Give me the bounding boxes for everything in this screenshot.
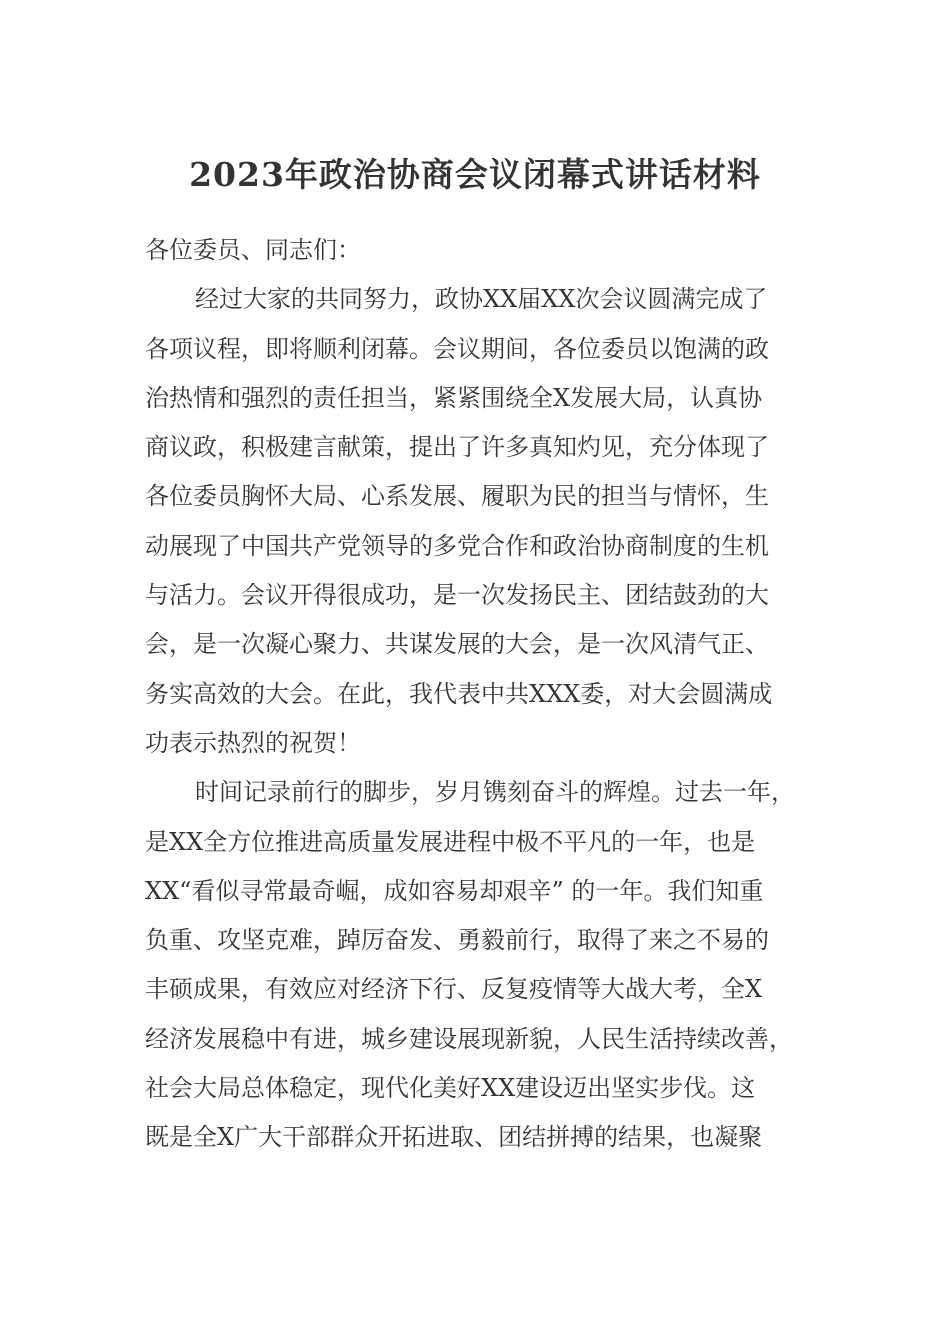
text-line: 各位委员胸怀大局、心系发展、履职为民的担当与情怀，生 (145, 482, 769, 511)
text-line: 商议政，积极建言献策，提出了许多真知灼见，充分体现了 (145, 433, 769, 462)
document-title: 2023年政治协商会议闭幕式讲话材料 (189, 155, 761, 194)
text-line: 丰硕成果，有效应对经济下行、反复疫情等大战大考，全X (145, 975, 763, 1004)
text-line: 治热情和强烈的责任担当，紧紧围绕全X发展大局，认真协 (145, 383, 763, 412)
text-line: 是XX全方位推进高质量发展进程中极不平凡的一年，也是 (145, 827, 756, 856)
text-line: 会，是一次凝心聚力、共谋发展的大会，是一次风清气正、 (145, 630, 769, 659)
text-line: XX“看似寻常最奇崛，成如容易却艰辛” 的一年。我们知重 (145, 876, 764, 905)
text-line: 负重、攻坚克难，踔厉奋发、勇毅前行，取得了来之不易的 (145, 926, 769, 955)
text-line: 各项议程，即将顺利闭幕。会议期间，各位委员以饱满的政 (145, 334, 769, 363)
text-line: 动展现了中国共产党领导的多党合作和政治协商制度的生机 (145, 531, 769, 560)
text-line: 社会大局总体稳定，现代化美好XX建设迈出坚实步伐。这 (145, 1074, 756, 1103)
text-line: 时间记录前行的脚步，岁月镌刻奋斗的辉煌。过去一年， (195, 778, 795, 807)
text-line: 与活力。会议开得很成功，是一次发扬民主、团结鼓劲的大 (145, 581, 769, 610)
text-line: 既是全X广大干部群众开拓进取、团结拼搏的结果，也凝聚 (145, 1123, 763, 1152)
text-line: 务实高效的大会。在此，我代表中共XXX委，对大会圆满成 (145, 679, 773, 708)
text-line: 各位委员、同志们： (145, 236, 361, 264)
text-line: 经济发展稳中有进，城乡建设展现新貌，人民生活持续改善， (145, 1024, 793, 1053)
text-line: 经过大家的共同努力，政协XX届XX次会议圆满完成了 (195, 285, 768, 314)
document-body (145, 226, 805, 1163)
text-line: 功表示热烈的祝贺！ (145, 728, 361, 757)
